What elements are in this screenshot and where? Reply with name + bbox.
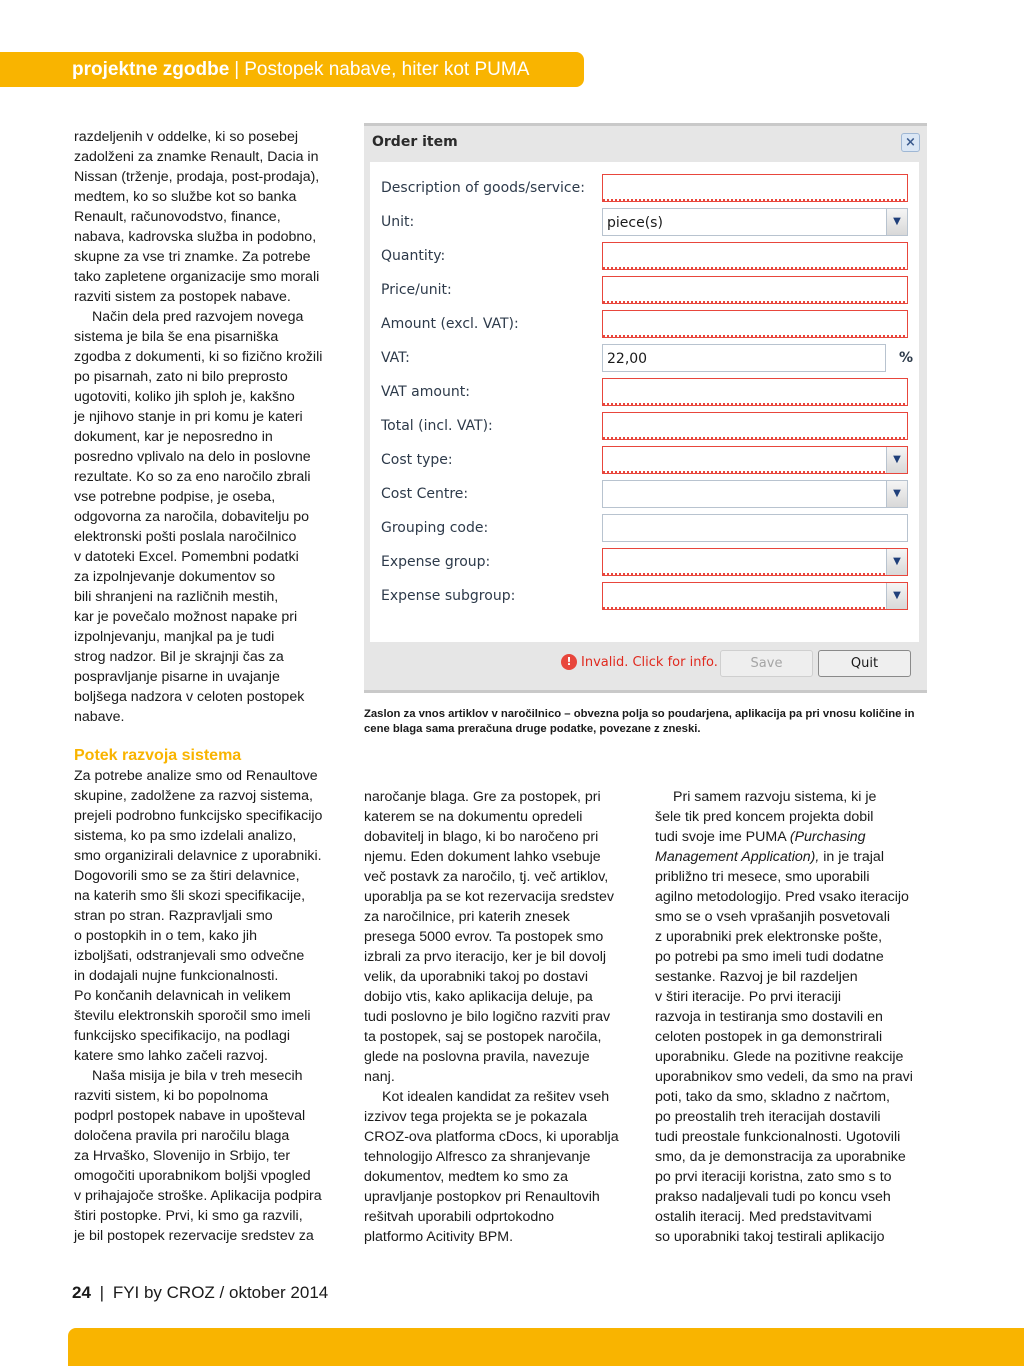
text-line: po potrebi pa smo imeli tudi dodatne <box>655 949 884 965</box>
text-line: prejeli podrobno funkcijsko specifikacijo <box>74 808 323 824</box>
text-line: strog nadzor. Bil je skrajnji čas za <box>74 649 284 665</box>
field-label: Cost Centre: <box>381 486 469 502</box>
text-line: tako zapletene organizacije smo morali <box>74 269 320 285</box>
cost-type-select[interactable] <box>602 446 908 474</box>
italic-term: Management Application), <box>655 849 820 865</box>
text-line: rešitvah uporabili odprtokodno <box>364 1209 555 1225</box>
text-line: za Hrvaško, Slovenijo in Srbijo, ter <box>74 1148 291 1164</box>
field-total <box>370 412 919 440</box>
text-line: določena pravila pri naročilu blaga <box>74 1128 290 1144</box>
text-line: presega 5000 evrov. Ta postopek smo <box>364 929 604 945</box>
text-line: vse potrebne podpise, je oseba, <box>74 489 276 505</box>
dialog-title: Order item <box>372 134 458 150</box>
text-line: funkcijsko specifikacijo, na podlagi <box>74 1028 291 1044</box>
italic-term: (Purchasing <box>789 829 866 845</box>
chevron-down-icon[interactable]: ▼ <box>886 447 907 473</box>
text-line: uporablja pa se kot rezervacija sredstev <box>364 889 614 905</box>
text-line: Za potrebe analize smo od Renaultove <box>74 768 318 784</box>
footer-separator: | <box>99 1283 105 1302</box>
field-cost-type <box>370 446 919 474</box>
text-line: izzivov tega projekta se je pokazala <box>364 1109 588 1125</box>
text-fragment: in je trajal <box>819 849 884 865</box>
header-separator: | <box>234 58 240 80</box>
subheading: Potek razvoja sistema <box>74 747 242 764</box>
field-label: Price/unit: <box>381 282 452 298</box>
column-3-text <box>655 787 935 1247</box>
total-input[interactable] <box>602 412 908 440</box>
text-line: medtem, ko so službe kot so banka <box>74 189 297 205</box>
text-line: številu elektronskih sporočil smo imeli <box>74 1008 311 1024</box>
text-line: v datoteki Excel. Pomembni podatki <box>74 549 299 565</box>
text-line: rezultate. Ko so za eno naročilo zbrali <box>74 469 311 485</box>
text-line: naročanje blaga. Gre za postopek, pri <box>364 789 601 805</box>
field-label: Unit: <box>381 214 415 230</box>
header-banner <box>0 52 584 87</box>
text-line: približno tri mesece, smo uporabili <box>655 869 870 885</box>
text-line: tudi poslovno je bilo logično razviti prav <box>364 1009 611 1025</box>
field-label: Description of goods/service: <box>381 180 585 196</box>
bottom-decor-bar <box>68 1328 1024 1366</box>
validation-status[interactable] <box>561 654 718 670</box>
text-line: razvoja in testiranja smo dostavili en <box>655 1009 883 1025</box>
text-line: njemu. Eden dokument lahko vsebuje <box>364 849 601 865</box>
text-line: šele tik pred koncem projekta dobil <box>655 809 874 825</box>
text-line: omogočiti uporabnikom boljši vpogled <box>74 1168 311 1184</box>
field-label: Expense subgroup: <box>381 588 516 604</box>
text-line: in dodajali nujne funkcionalnosti. <box>74 968 279 984</box>
text-line: ta postopek, saj se postopek naročila, <box>364 1029 602 1045</box>
text-line: posredno vplivalo na delo in poslovne <box>74 449 311 465</box>
text-line: Dogovorili smo se za štiri delavnice, <box>74 868 300 884</box>
figure-caption: Zaslon za vnos artiklov v naročilnico – obvezna polja so poudarjena, aplikacija pa pri vnosu količine in cene blaga sama preračuna druge podatke, povezane z zneski. <box>364 708 915 735</box>
text-line: po prvi iteraciji koristna, zato smo s to <box>655 1169 892 1185</box>
field-vat-amount <box>370 378 919 406</box>
text-line: smo organizirali delavnice z uporabniki. <box>74 848 322 864</box>
field-expense-subgroup <box>370 582 919 610</box>
text-line <box>655 827 935 847</box>
dialog-form <box>370 162 919 642</box>
text-line: za naročilnice, pri katerih znesek <box>364 909 570 925</box>
text-line: podprl postopek nabave in upošteval <box>74 1108 306 1124</box>
field-label: Total (incl. VAT): <box>381 418 493 434</box>
text-line: katere smo lahko začeli razvoj. <box>74 1048 268 1064</box>
expense-group-select[interactable] <box>602 548 908 576</box>
text-line: Po končanih delavnicah in velikem <box>74 988 291 1004</box>
unit-value: piece(s) <box>607 215 663 231</box>
text-line: dobavitelj in blago, ki bo naročeno pri <box>364 829 599 845</box>
text-line: dokument, kar je neposredno in <box>74 429 273 445</box>
text-line: po pisarnah, zato ni bilo preprosto <box>74 369 288 385</box>
dialog-footer <box>364 644 927 684</box>
text-line: prakso nadaljevali tudi po koncu vseh <box>655 1189 891 1205</box>
column-1-continued <box>74 746 354 1246</box>
text-line: zadolženi za znamke Renault, Dacia in <box>74 149 319 165</box>
chevron-down-icon[interactable]: ▼ <box>886 583 907 609</box>
text-line: razviti sistem, ki bo popolnoma <box>74 1088 268 1104</box>
text-line: razviti sistem za postopek nabave. <box>74 289 291 305</box>
field-price-unit <box>370 276 919 304</box>
text-line: izboljšati, odstranjevali smo odvečne <box>74 948 305 964</box>
cost-centre-select[interactable] <box>602 480 908 508</box>
page-footer <box>72 1283 328 1303</box>
text-line: sistema je bila še ena pisarniška <box>74 329 279 345</box>
price-unit-input[interactable] <box>602 276 908 304</box>
field-label: Grouping code: <box>381 520 489 536</box>
field-expense-group <box>370 548 919 576</box>
vat-input[interactable]: 22,00 <box>602 344 886 372</box>
text-line: stran po stran. Razpravljali smo <box>74 908 273 924</box>
field-description <box>370 174 919 202</box>
text-line: katerem se na dokumentu opredeli <box>364 809 583 825</box>
text-line: platformo Acitivity BPM. <box>364 1229 514 1245</box>
text-line: z uporabniki prek elektronske pošte, <box>655 929 883 945</box>
text-line: velik, da uporabniki takoj po dostavi <box>364 969 588 985</box>
text-line: po preostalih treh iteracijah dostavili <box>655 1109 881 1125</box>
expense-subgroup-select[interactable] <box>602 582 908 610</box>
field-label: Amount (excl. VAT): <box>381 316 519 332</box>
text-line: smo, da je demonstracija za uporabnike <box>655 1149 906 1165</box>
text-line: na katerih smo šli skozi specifikacije, <box>74 888 306 904</box>
text-line: nabave. <box>74 709 125 725</box>
field-cost-centre <box>370 480 919 508</box>
text-line: Kot idealen kandidat za rešitev vseh <box>382 1089 610 1105</box>
description-input[interactable] <box>602 174 908 202</box>
text-line: upravljanje postopkov pri Renaultovih <box>364 1189 600 1205</box>
text-line: o postopkih in o tem, kako jih <box>74 928 257 944</box>
error-icon: ! <box>561 654 577 670</box>
field-label: Cost type: <box>381 452 453 468</box>
text-line: nanj. <box>364 1069 395 1085</box>
section-name: projektne zgodbe <box>72 58 230 80</box>
chevron-down-icon[interactable]: ▼ <box>886 209 907 235</box>
text-line: Pri samem razvoju sistema, ki je <box>673 789 877 805</box>
text-fragment: tudi svoje ime PUMA <box>655 829 790 845</box>
text-line: več postavk za naročilo, tj. več artiklov, <box>364 869 609 885</box>
field-label: Expense group: <box>381 554 491 570</box>
text-line: Naša misija je bila v treh mesecih <box>92 1068 303 1084</box>
text-line: uporabnikov smo vedeli, da smo na pravi <box>655 1069 913 1085</box>
text-line: so uporabniki takoj testirali aplikacijo <box>655 1229 885 1245</box>
text-line: smo se o vseh vprašanjih posvetovali <box>655 909 891 925</box>
save-button[interactable]: Save <box>720 650 813 677</box>
text-line: tudi preostale funkcionalnosti. Ugotovili <box>655 1129 901 1145</box>
chevron-down-icon[interactable]: ▼ <box>886 481 907 507</box>
article-title: Postopek nabave, hiter kot PUMA <box>244 58 530 80</box>
close-icon[interactable]: × <box>901 133 920 152</box>
text-line: skupne za vse tri znamke. Za potrebe <box>74 249 311 265</box>
field-quantity <box>370 242 919 270</box>
percent-suffix: % <box>899 350 914 366</box>
text-line: odgovorna za naročila, dobavitelju po <box>74 509 310 525</box>
unit-select[interactable] <box>602 208 908 236</box>
text-line: zgodba z dokumenti, ki so fizično krožili <box>74 349 323 365</box>
text-line: boljšega nadzora v celoten postopek <box>74 689 305 705</box>
text-line: Način dela pred razvojem novega <box>92 309 304 325</box>
text-line: pospravljanje pisarne in uvajanje <box>74 669 280 685</box>
publication-name: FYI by CROZ / oktober 2014 <box>112 1283 329 1302</box>
text-line: dokumentov, medtem ko smo za <box>364 1169 568 1185</box>
column-2-text <box>364 787 644 1247</box>
text-line: elektronski pošti poslala naročilnico <box>74 529 297 545</box>
text-line: Nissan (trženje, prodaja, post-prodaja), <box>74 169 320 185</box>
text-line: nabava, kadrovska služba in podobno, <box>74 229 317 245</box>
text-line: razdeljenih v oddelke, ki so posebej <box>74 129 298 145</box>
text-line: ostalih iteracij. Med predstavitvami <box>655 1209 872 1225</box>
text-line: CROZ-ova platforma cDocs, ki uporablja <box>364 1129 619 1145</box>
text-line: je bil postopek rezervacije sredstev za <box>74 1228 314 1244</box>
text-line: je njihovo stanje in pri komu je kateri <box>74 409 303 425</box>
page-number: 24 <box>72 1283 91 1302</box>
field-label: Quantity: <box>381 248 446 264</box>
text-line: bili shranjeni na različnih mestih, <box>74 589 279 605</box>
text-line: Renault, računovodstvo, finance, <box>74 209 281 225</box>
text-line: izpolnjevanju, manjkal pa je tudi <box>74 629 275 645</box>
text-line: sestanke. Razvoj je bil razdeljen <box>655 969 858 985</box>
quantity-input[interactable] <box>602 242 908 270</box>
chevron-down-icon[interactable]: ▼ <box>886 549 907 575</box>
text-line: celoten postopek in ga demonstrirali <box>655 1029 883 1045</box>
text-line: izbrali za prvo iteracijo, ker je bil dovolj <box>364 949 607 965</box>
field-amount <box>370 310 919 338</box>
text-line: kar je povečalo možnost napake pri <box>74 609 298 625</box>
text-line <box>655 847 935 867</box>
column-1-text <box>74 127 354 727</box>
text-line: v štiri iteracije. Po prvi iteraciji <box>655 989 842 1005</box>
text-line: v prihajajoče stroške. Aplikacija podpira <box>74 1188 322 1204</box>
text-line: ugotoviti, koliko jih sploh je, kakšno <box>74 389 295 405</box>
order-item-dialog <box>364 123 927 693</box>
text-line: skupine, zadolžene za razvoj sistema, <box>74 788 313 804</box>
text-line: za izpolnjevanje dokumentov so <box>74 569 276 585</box>
field-grouping-code <box>370 514 919 542</box>
text-line: agilno metodologijo. Pred vsako iteracijo <box>655 889 909 905</box>
text-line: dobijo vtis, kako aplikacija deluje, pa <box>364 989 593 1005</box>
validation-message[interactable]: Invalid. Click for info. <box>581 654 718 670</box>
text-line: tehnologijo Alfresco za shranjevanje <box>364 1149 591 1165</box>
field-label: VAT: <box>381 350 410 366</box>
vat-amount-input[interactable] <box>602 378 908 406</box>
field-label: VAT amount: <box>381 384 470 400</box>
field-vat <box>370 344 919 372</box>
text-line: uporabniku. Glede na pozitivne reakcije <box>655 1049 904 1065</box>
field-unit <box>370 208 919 236</box>
amount-input[interactable] <box>602 310 908 338</box>
text-line: glede na poslovna pravila, navezuje <box>364 1049 590 1065</box>
text-line: štiri postopke. Prvi, ki smo ga razvili, <box>74 1208 303 1224</box>
text-line: sistema, ko pa smo izdelali analizo, <box>74 828 297 844</box>
quit-button[interactable]: Quit <box>818 650 911 677</box>
text-line: poti, tako da smo, skladno z načrtom, <box>655 1089 890 1105</box>
grouping-code-input[interactable] <box>602 514 908 542</box>
